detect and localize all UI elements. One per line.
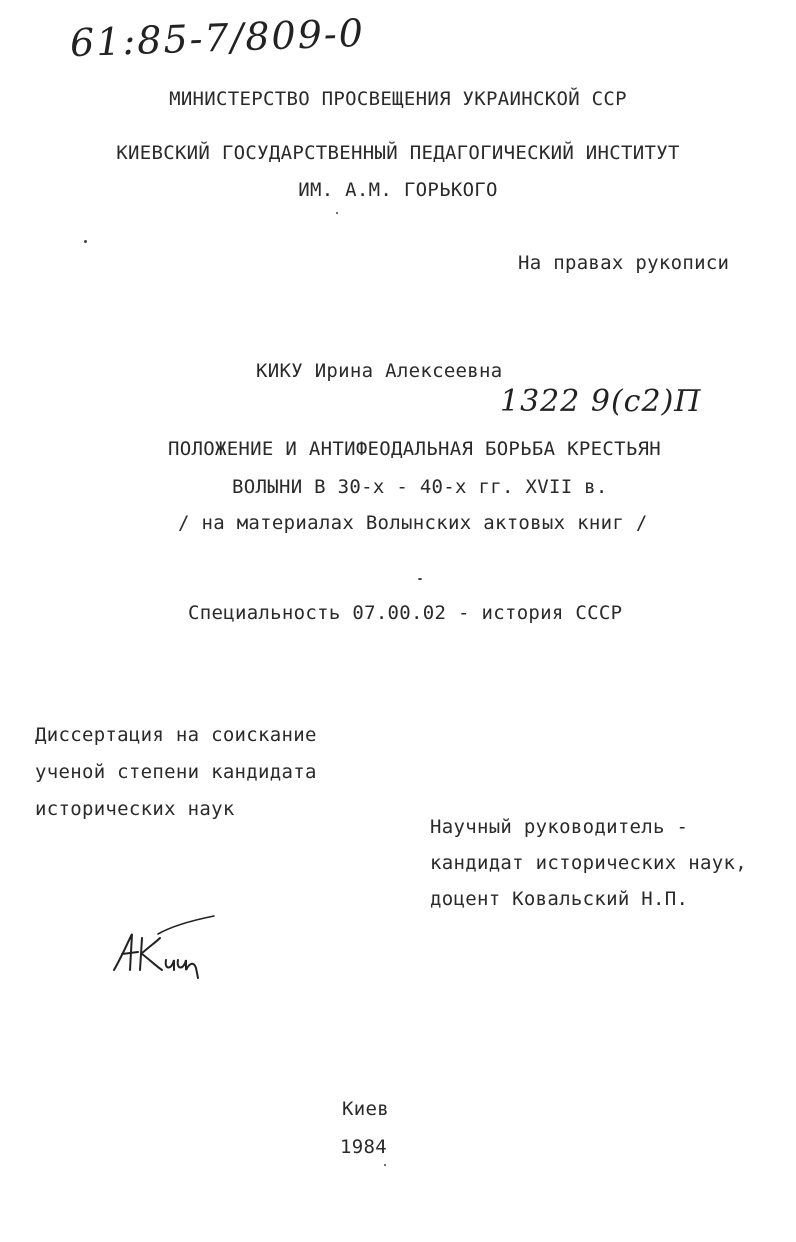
scan-speck [84,240,87,243]
city: Киев [342,1098,389,1120]
institute-heading-line1: КИЕВСКИЙ ГОСУДАРСТВЕННЫЙ ПЕДАГОГИЧЕСКИЙ ИНСТИТУТ [116,142,680,164]
signature-image [108,912,218,984]
dissertation-line3: исторических наук [35,798,235,820]
specialty: Специальность 07.00.02 - история СССР [188,602,623,624]
manuscript-rights: На правах рукописи [518,252,730,274]
catalog-mark: 1322 9(с2)П [500,384,702,419]
supervisor-line2: кандидат исторических наук, [430,852,747,874]
dissertation-line2: ученой степени кандидата [35,761,317,783]
title-line3: / на материалах Волынских актовых книг / [178,512,648,534]
title-line2: ВОЛЫНИ В 30-х - 40-х гг. XVII в. [232,476,608,498]
dissertation-line1: Диссертация на соискание [35,724,317,746]
author-name: КИКУ Ирина Алексеевна [256,360,503,382]
scan-speck [336,212,338,214]
supervisor-line1: Научный руководитель - [430,816,689,838]
supervisor-line3: доцент Ковальский Н.П. [430,888,689,910]
scan-speck [418,578,422,580]
scan-speck [384,1164,386,1166]
ministry-heading: МИНИСТЕРСТВО ПРОСВЕЩЕНИЯ УКРАИНСКОЙ ССР [169,88,627,110]
institute-heading-line2: ИМ. А.М. ГОРЬКОГО [298,179,498,201]
archive-code: 61:85-7/809-0 [69,10,366,66]
title-line1: ПОЛОЖЕНИЕ И АНТИФЕОДАЛЬНАЯ БОРЬБА КРЕСТЬЯН [168,438,662,460]
year: 1984 [340,1136,387,1158]
